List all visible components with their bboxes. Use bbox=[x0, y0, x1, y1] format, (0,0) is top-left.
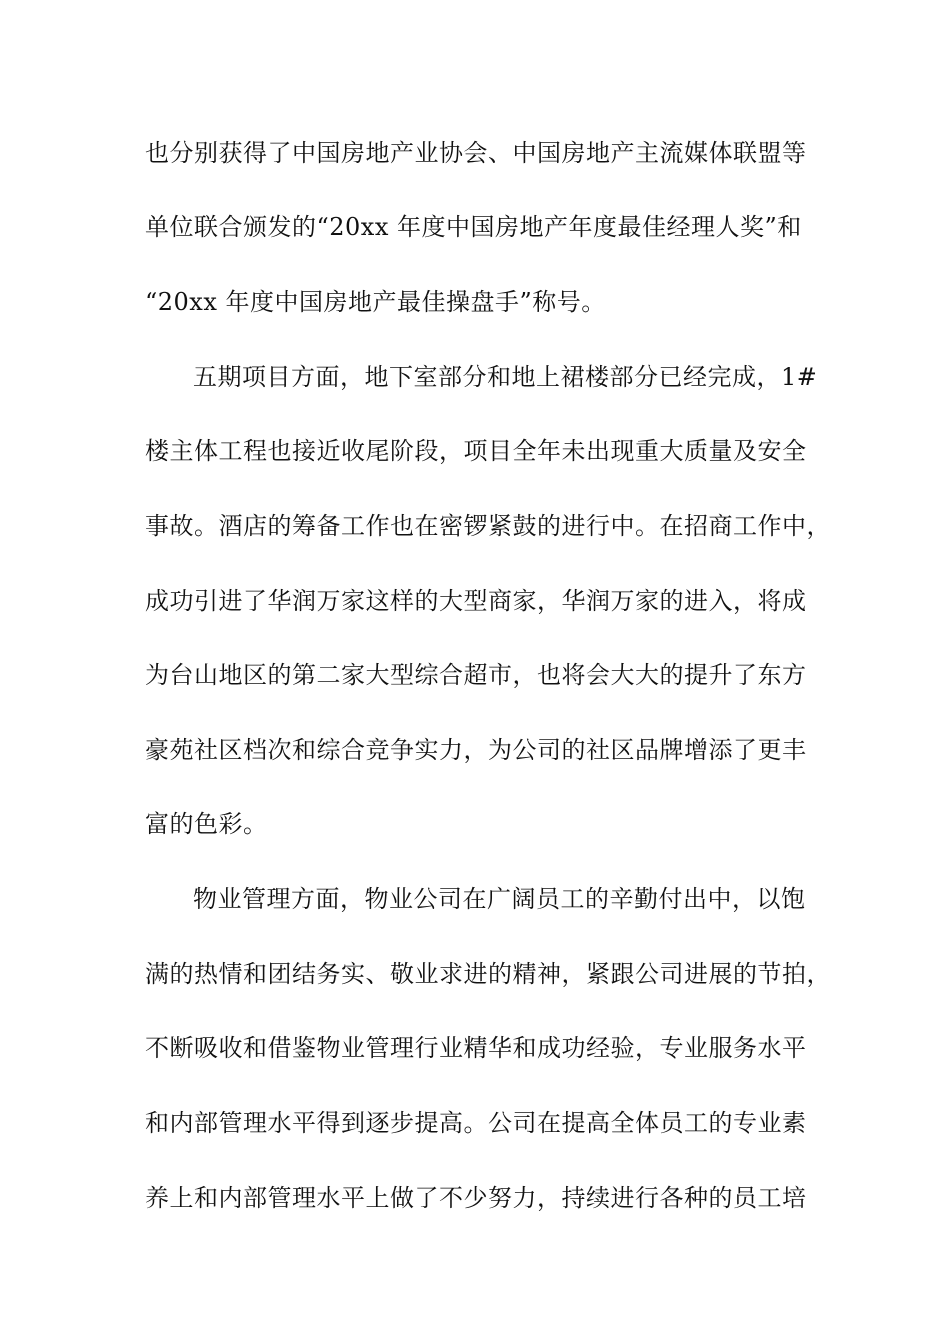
text-line: 事故。酒店的筹备工作也在密锣紧鼓的进行中。在招商工作中， bbox=[145, 512, 831, 540]
text-line: 富的色彩。 bbox=[145, 810, 268, 838]
text-line: 养上和内部管理水平上做了不少努力，持续进行各种的员工培 bbox=[145, 1184, 807, 1212]
text-line: 和内部管理水平得到逐步提高。公司在提高全体员工的专业素 bbox=[145, 1109, 807, 1137]
text-line: 单位联合颁发的“20xx 年度中国房地产年度最佳经理人奖”和 bbox=[145, 213, 802, 241]
paragraph-start-line: 五期项目方面，地下室部分和地上裙楼部分已经完成，1# bbox=[193, 363, 818, 391]
text-line: 楼主体工程也接近收尾阶段，项目全年未出现重大质量及安全 bbox=[145, 437, 807, 465]
paragraph-start-line: 物业管理方面，物业公司在广阔员工的辛勤付出中，以饱 bbox=[193, 885, 806, 913]
text-line: 满的热情和团结务实、敬业求进的精神，紧跟公司进展的节拍， bbox=[145, 960, 831, 988]
text-line: 不断吸收和借鉴物业管理行业精华和成功经验，专业服务水平 bbox=[145, 1034, 807, 1062]
text-line: 也分别获得了中国房地产业协会、中国房地产主流媒体联盟等 bbox=[145, 139, 807, 167]
text-line: 成功引进了华润万家这样的大型商家，华润万家的进入，将成 bbox=[145, 587, 807, 615]
text-line: 豪苑社区档次和综合竞争实力，为公司的社区品牌增添了更丰 bbox=[145, 736, 807, 764]
text-line: “20xx 年度中国房地产最佳操盘手”称号。 bbox=[145, 288, 606, 316]
text-line: 为台山地区的第二家大型综合超市，也将会大大的提升了东方 bbox=[145, 661, 807, 689]
